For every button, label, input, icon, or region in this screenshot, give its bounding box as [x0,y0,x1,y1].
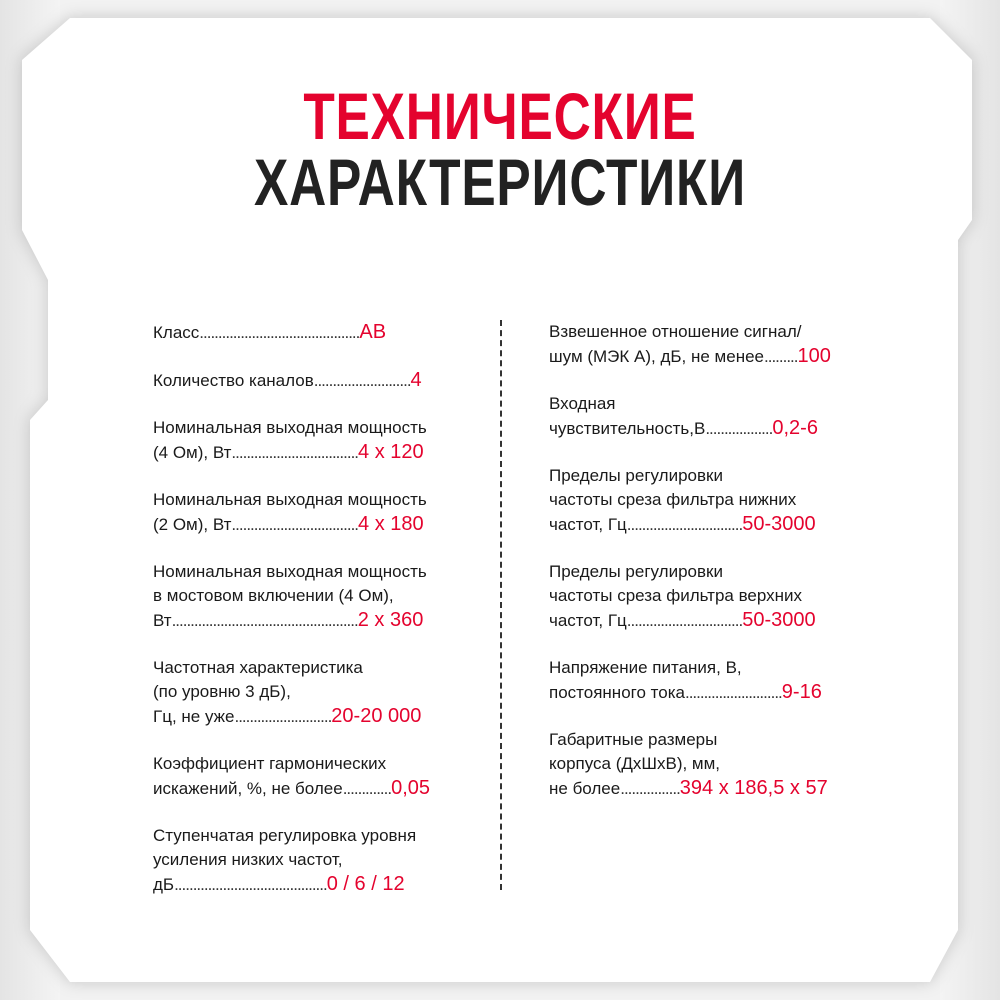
spec-value: 0 / 6 / 12 [326,873,405,895]
spec-supply-voltage [549,656,849,705]
spec-label: Класс [153,323,200,342]
spec-dots: .................................. [231,443,359,462]
spec-label: Номинальная выходная мощность (4 Ом), Вт [153,418,427,462]
spec-thd [153,752,453,801]
spec-value: 4 х 180 [358,513,424,535]
spec-label: Пределы регулировки частоты среза фильтра нижних частот, Гц [549,466,797,534]
title-line-2: ХАРАКТЕРИСТИКИ [253,145,747,219]
spec-class [153,320,453,345]
spec-dots: ............................... [626,611,743,630]
spec-dots: .................................. [231,515,359,534]
spec-value: 0,05 [391,777,431,799]
spec-dots: .......................... [684,683,782,702]
spec-hpf-range [549,560,849,633]
spec-label: Номинальная выходная мощность в мостовом включении (4 Ом), Вт [153,562,427,630]
spec-label: Пределы регулировки частоты среза фильтра верхних частот, Гц [549,562,803,630]
spec-value: 100 [797,345,831,367]
spec-column-right [549,320,849,824]
spec-value: 50-3000 [742,513,816,535]
spec-snr [549,320,849,369]
spec-dots: ............. [342,779,392,798]
spec-channels [153,368,453,393]
spec-label: Количество каналов [153,371,314,390]
spec-input-sensitivity [549,392,849,441]
spec-value: 2 х 360 [357,609,424,631]
spec-dimensions [549,728,849,801]
spec-frequency-response [153,656,453,729]
spec-bass-boost [153,824,453,897]
spec-dots: .......................... [234,707,332,726]
spec-power-bridge [153,560,453,633]
spec-label: Взвешенное отношение сигнал/ шум (МЭК А), дБ, не менее [549,322,802,366]
spec-value: 4 [410,369,422,391]
spec-value: AB [359,321,387,343]
spec-value: 20-20 000 [331,705,422,727]
spec-dots: ........................................... [199,323,360,342]
spec-column-left [153,320,453,920]
spec-label: Коэффициент гармонических искажений, %, не более [153,754,387,798]
spec-value: 4 х 120 [358,441,424,463]
title-line-1: ТЕХНИЧЕСКИЕ [303,79,697,153]
spec-dots: ......................................... [174,875,327,894]
spec-dots: ................ [620,779,680,798]
spec-label: Номинальная выходная мощность (2 Ом), Вт [153,490,427,534]
spec-label: Ступенчатая регулировка уровня усиления низких частот, дБ [153,826,417,894]
spec-lpf-range [549,464,849,537]
spec-dots: ......... [764,347,798,366]
spec-label: Частотная характеристика (по уровню 3 дБ), Гц, не уже [153,658,363,726]
spec-dots: ............................... [626,515,743,534]
spec-value: 9-16 [781,681,822,703]
spec-dots: .......................... [313,371,411,390]
spec-dots: .................................................. [171,611,358,630]
spec-power-2ohm [153,488,453,537]
spec-value: 394 х 186,5 х 57 [679,777,828,799]
spec-label: Напряжение питания, В, постоянного тока [549,658,742,702]
spec-value: 50-3000 [742,609,816,631]
spec-value: 0,2-6 [772,417,818,439]
spec-power-4ohm [153,416,453,465]
spec-label: Габаритные размеры корпуса (ДхШхВ), мм, не более [549,730,721,798]
column-divider [500,320,502,890]
spec-dots: .................. [705,419,773,438]
spec-label: Входная чувствительность,В [549,394,706,438]
